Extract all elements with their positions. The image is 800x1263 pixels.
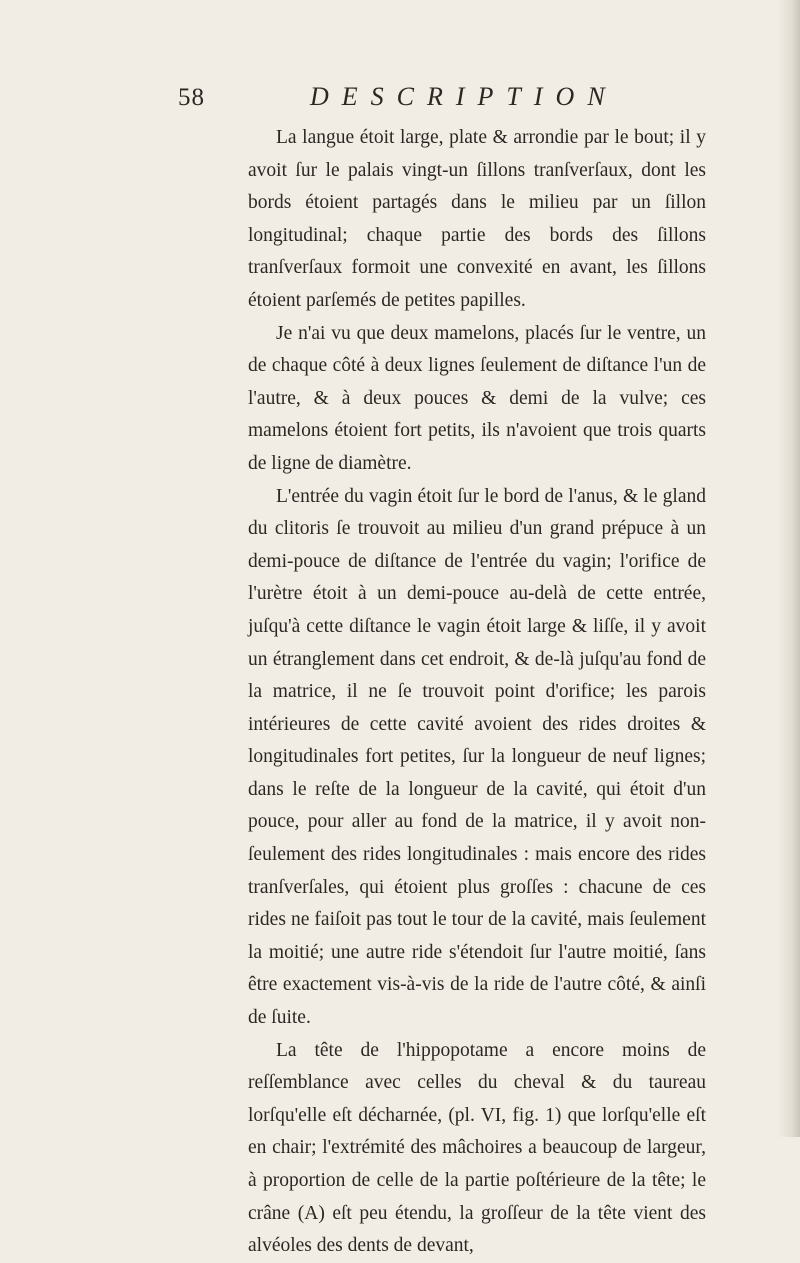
page-edge-shadow [778,0,800,1137]
paragraph-mamelons: Je n'ai vu que deux mamelons, placés ſur le ventre, un de chaque côté à deux lignes ſeulement de diſtance l'un de l'autre, & à deux pouces & demi de la vulve; ces mamelons étoient fort petits, ils n'avoient que trois quarts de ligne de diamètre. [248,322,706,474]
page-header [178,82,648,118]
body-text [248,122,706,1263]
paragraph-tete: La tête de l'hippopotame a encore moins de reſſemblance avec celles du cheval & du taureau lorſqu'elle eſt décharnée, (pl. VI, fig. 1) que lorſqu'elle eſt en chair; l'extrémité des mâchoires a beaucoup de largeur, à proportion de celle de la partie poſtérieure de la tête; le crâne (A) eſt peu étendu, la groſſeur de la tête vient des alvéoles des dents de devant, [248,1039,706,1257]
page-number: 58 [178,84,205,111]
paragraph-vagin: L'entrée du vagin étoit ſur le bord de l'anus, & le gland du clitoris ſe trouvoit au milieu d'un grand prépuce à un demi-pouce de diſtance de l'entrée du vagin; l'orifice de l'urètre étoit à un demi-pouce au-delà de cette entrée, juſqu'à cette diſtance le vagin étoit large & liſſe, il y avoit un étranglement dans cet endroit, & de-là juſqu'au fond de la matrice, il ne ſe trouvoit point d'orifice; les parois intérieures de cette cavité avoient des rides droites & longitudinales fort petites, ſur la longueur de neuf lignes; dans le reſte de la longueur de la cavité, qui étoit d'un pouce, pour aller au fond de la matrice, il y avoit non-ſeulement des rides longitudinales : mais encore des rides tranſverſales, qui étoient plus groſſes : chacune de ces rides ne faiſoit pas tout le tour de la cavité, mais ſeulement la moitié; une autre ride s'étendoit ſur l'autre moitié, ſans être exactement vis-à-vis de la ride de l'autre côté, & ainſi de ſuite. [248,485,706,1029]
paragraph-tongue: La langue étoit large, plate & arrondie par le bout; il y avoit ſur le palais vingt-un ſillons tranſverſaux, dont les bords étoient partagés dans le milieu par un ſillon longitudinal; chaque partie des bords des ſillons tranſverſaux formoit une convexité en avant, les ſillons étoient parſemés de petites papilles. [248,127,706,311]
running-title: DESCRIPTION [310,82,618,111]
